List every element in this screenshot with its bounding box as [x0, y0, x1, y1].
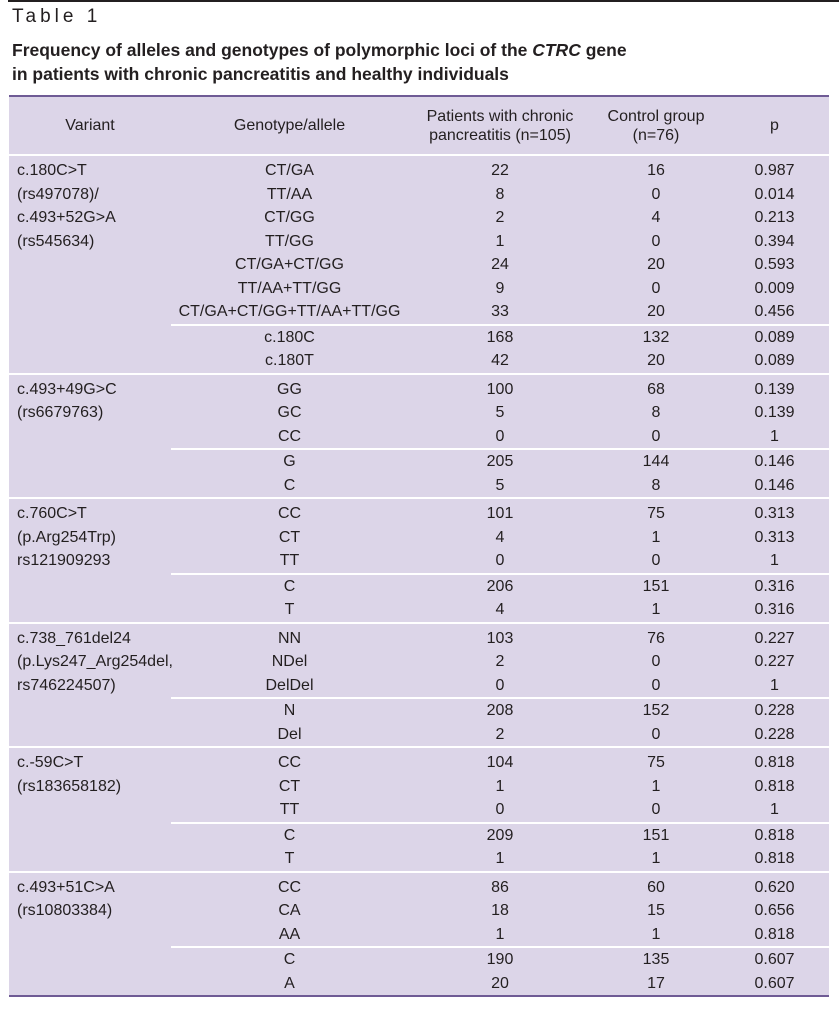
patients-cell: 208 — [408, 698, 592, 723]
patients-cell: 4 — [495, 601, 505, 619]
genotype-cell: C — [283, 476, 296, 494]
genotype-cell: CT — [278, 777, 301, 795]
variant-line: (rs6679763) — [17, 404, 104, 421]
control-cell: 20 — [647, 352, 665, 370]
genotype-cell: TT — [279, 801, 300, 819]
genotype-cell: C — [171, 947, 408, 972]
p-value-cell: 0.620 — [720, 872, 829, 900]
p-value-cell: 0.818 — [754, 777, 795, 795]
variant-cell — [9, 498, 171, 623]
p-value-cell: 0.456 — [754, 303, 795, 321]
p-value-cell: 0.227 — [754, 653, 795, 671]
control-cell: 144 — [592, 449, 720, 474]
variant-group — [9, 374, 829, 499]
control-cell: 151 — [592, 574, 720, 599]
patients-cell: 22 — [491, 162, 509, 180]
patients-cell: 2 — [495, 653, 505, 671]
control-cell: 0 — [651, 725, 661, 743]
variant-group — [9, 872, 829, 997]
control-cell: 17 — [647, 974, 665, 992]
variant-line: (p.Lys247_Arg254del, — [17, 653, 173, 670]
p-value-cell: 0.089 — [720, 325, 829, 350]
control-cell: 68 — [592, 374, 720, 402]
variant-line: c.493+49G>C — [17, 380, 117, 398]
control-cell: 1 — [651, 601, 661, 619]
header-genotype: Genotype/allele — [233, 117, 346, 134]
variant-cell — [9, 155, 171, 374]
patients-cell: 2 — [495, 209, 505, 227]
genotype-cell: TT — [279, 552, 300, 570]
p-value-cell: 0.146 — [720, 449, 829, 474]
control-cell: 1 — [651, 925, 661, 943]
table-header — [9, 96, 829, 155]
patients-cell: 101 — [408, 498, 592, 526]
patients-cell: 18 — [491, 902, 509, 920]
p-value-cell: 1 — [770, 427, 779, 445]
control-cell: 0 — [651, 653, 661, 671]
genotype-cell: N — [171, 698, 408, 723]
variant-line: rs746224507) — [17, 676, 116, 694]
p-value-cell: 0.593 — [754, 256, 795, 274]
variant-cell — [9, 623, 171, 748]
control-cell: 76 — [592, 623, 720, 651]
variant-line: (rs183658182) — [17, 777, 122, 795]
p-value-cell: 0.146 — [754, 476, 795, 494]
genotype-cell: CT/GA+CT/GG+TT/AA+TT/GG — [178, 303, 401, 321]
control-cell: 135 — [592, 947, 720, 972]
genotype-cell: c.180C — [171, 325, 408, 350]
variant-line: c.493+51C>A — [17, 878, 115, 896]
genotype-cell: CC — [171, 498, 408, 526]
genotype-cell: CC — [277, 427, 302, 445]
genotype-cell: CA — [278, 902, 301, 920]
variant-group — [9, 623, 829, 748]
genotype-cell: C — [171, 823, 408, 848]
patients-cell: 205 — [408, 449, 592, 474]
variant-group — [9, 155, 829, 374]
patients-cell: 1 — [495, 777, 505, 795]
genotype-cell: T — [284, 601, 295, 619]
patients-cell: 9 — [495, 279, 505, 297]
p-value-cell: 0.313 — [754, 528, 795, 546]
patients-cell: 4 — [495, 528, 505, 546]
p-value-cell: 0.014 — [754, 185, 795, 203]
genotype-cell: AA — [278, 925, 301, 943]
genotype-cell: CT — [278, 528, 301, 546]
control-cell: 1 — [651, 528, 661, 546]
patients-cell: 206 — [408, 574, 592, 599]
patients-cell: 1 — [495, 850, 505, 868]
control-cell: 0 — [651, 279, 661, 297]
p-value-cell: 0.316 — [720, 574, 829, 599]
header-patients: Patients with chronic pancreatitis (n=105) — [426, 107, 574, 144]
control-cell: 75 — [592, 747, 720, 775]
p-value-cell: 0.987 — [754, 162, 795, 180]
p-value-cell: 0.394 — [754, 232, 795, 250]
control-cell: 0 — [651, 185, 661, 203]
patients-cell: 8 — [495, 185, 505, 203]
genotype-cell: NDel — [271, 653, 308, 671]
header-row — [9, 96, 829, 155]
genotype-cell: T — [284, 850, 295, 868]
p-value-cell: 0.228 — [720, 698, 829, 723]
genotype-cell: TT/AA — [266, 185, 313, 203]
control-cell: 8 — [651, 404, 661, 422]
p-value-cell: 0.818 — [754, 925, 795, 943]
p-value-cell: 0.089 — [754, 352, 795, 370]
table-container — [9, 95, 829, 997]
genotype-row — [9, 374, 829, 402]
genotype-row — [9, 623, 829, 651]
control-cell: 20 — [647, 256, 665, 274]
control-cell: 1 — [651, 850, 661, 868]
variant-line: c.760C>T — [17, 505, 87, 522]
p-value-cell: 0.316 — [754, 601, 795, 619]
genotype-cell: NN — [171, 623, 408, 651]
variant-cell — [9, 747, 171, 872]
genotype-row — [9, 498, 829, 526]
p-value-cell: 0.818 — [720, 823, 829, 848]
patients-cell: 209 — [408, 823, 592, 848]
genotype-cell: c.180T — [265, 352, 314, 370]
patients-cell: 168 — [408, 325, 592, 350]
genotype-cell: DelDel — [265, 676, 314, 694]
patients-cell: 100 — [408, 374, 592, 402]
patients-cell: 0 — [495, 427, 505, 445]
variant-cell — [9, 872, 171, 997]
variant-group — [9, 747, 829, 872]
control-cell: 1 — [651, 777, 661, 795]
genotype-cell: A — [284, 974, 295, 992]
control-cell: 152 — [592, 698, 720, 723]
patients-cell: 1 — [495, 232, 505, 250]
variant-line: c.180C>T (rs497078)/ — [17, 162, 99, 203]
p-value-cell: 0.139 — [720, 374, 829, 402]
genotype-cell: CT/GA — [265, 162, 314, 180]
control-cell: 0 — [651, 801, 661, 819]
p-value-cell: 0.227 — [720, 623, 829, 651]
patients-cell: 104 — [408, 747, 592, 775]
genotype-cell: G — [171, 449, 408, 474]
genotype-row — [9, 155, 829, 183]
data-table — [9, 95, 829, 997]
header-control: Control group (n=76) — [607, 107, 705, 144]
title-text-end: gene — [580, 40, 627, 60]
patients-cell: 0 — [495, 801, 505, 819]
patients-cell: 190 — [408, 947, 592, 972]
patients-cell: 1 — [495, 925, 505, 943]
variant-group — [9, 498, 829, 623]
p-value-cell: 0.818 — [720, 747, 829, 775]
p-value-cell: 0.228 — [754, 725, 795, 743]
patients-cell: 86 — [408, 872, 592, 900]
control-cell: 60 — [592, 872, 720, 900]
p-value-cell: 0.818 — [754, 850, 795, 868]
patients-cell: 5 — [495, 476, 505, 494]
patients-cell: 42 — [491, 352, 509, 370]
genotype-cell: TT/GG — [265, 232, 314, 250]
genotype-row — [9, 747, 829, 775]
title-line-2: in patients with chronic pancreatitis and healthy individuals — [12, 64, 509, 84]
genotype-cell: GG — [171, 374, 408, 402]
patients-cell: 2 — [495, 725, 505, 743]
patients-cell: 0 — [495, 552, 505, 570]
p-value-cell: 0.009 — [754, 279, 795, 297]
p-value-cell: 0.607 — [720, 947, 829, 972]
patients-cell: 33 — [491, 303, 509, 321]
table-label: Table 1 — [12, 6, 102, 27]
variant-line: (rs10803384) — [17, 902, 113, 919]
header-variant: Variant — [65, 117, 115, 134]
control-cell: 0 — [651, 232, 661, 250]
genotype-cell: GC — [277, 404, 302, 422]
patients-cell: 5 — [495, 404, 505, 422]
p-value-cell: 0.139 — [754, 404, 795, 422]
variant-line: (rs545634) — [17, 232, 95, 250]
genotype-cell: C — [171, 574, 408, 599]
variant-line: rs121909293 — [17, 552, 111, 569]
genotype-cell: Del — [277, 725, 302, 743]
title-text: Frequency of alleles and genotypes of polymorphic loci of the — [12, 40, 533, 60]
variant-line: c.-59C>T — [17, 754, 84, 771]
genotype-row — [9, 872, 829, 900]
p-value-cell: 0.607 — [754, 974, 795, 992]
variant-cell — [9, 374, 171, 499]
top-rule — [8, 0, 839, 2]
control-cell: 20 — [647, 303, 665, 321]
patients-cell: 0 — [495, 676, 505, 694]
control-cell: 0 — [651, 427, 661, 445]
control-cell: 4 — [651, 209, 661, 227]
genotype-cell: CT/GG — [264, 209, 315, 227]
genotype-cell: CC — [171, 872, 408, 900]
control-cell: 15 — [647, 902, 665, 920]
control-cell: 151 — [592, 823, 720, 848]
control-cell: 0 — [651, 676, 661, 694]
control-cell: 8 — [651, 476, 661, 494]
control-cell: 0 — [651, 552, 661, 570]
patients-cell: 103 — [408, 623, 592, 651]
control-cell: 75 — [592, 498, 720, 526]
p-value-cell: 1 — [770, 801, 779, 819]
p-value-cell: 0.313 — [720, 498, 829, 526]
control-cell: 16 — [647, 162, 665, 180]
genotype-cell: CC — [171, 747, 408, 775]
control-cell: 132 — [592, 325, 720, 350]
title-gene: CTRC — [532, 40, 581, 60]
genotype-cell: TT/AA+TT/GG — [237, 279, 342, 297]
p-value-cell: 0.213 — [754, 209, 795, 227]
variant-line: c.738_761del24 — [17, 629, 131, 647]
table-title — [12, 38, 812, 86]
header-p: p — [770, 117, 779, 134]
variant-line: (p.Arg254Trp) — [17, 528, 116, 546]
patients-cell: 20 — [491, 974, 509, 992]
variant-line: c.493+52G>A — [17, 209, 116, 226]
p-value-cell: 1 — [770, 552, 779, 570]
p-value-cell: 1 — [770, 676, 779, 694]
p-value-cell: 0.656 — [754, 902, 795, 920]
genotype-cell: CT/GA+CT/GG — [235, 256, 344, 274]
patients-cell: 24 — [491, 256, 509, 274]
